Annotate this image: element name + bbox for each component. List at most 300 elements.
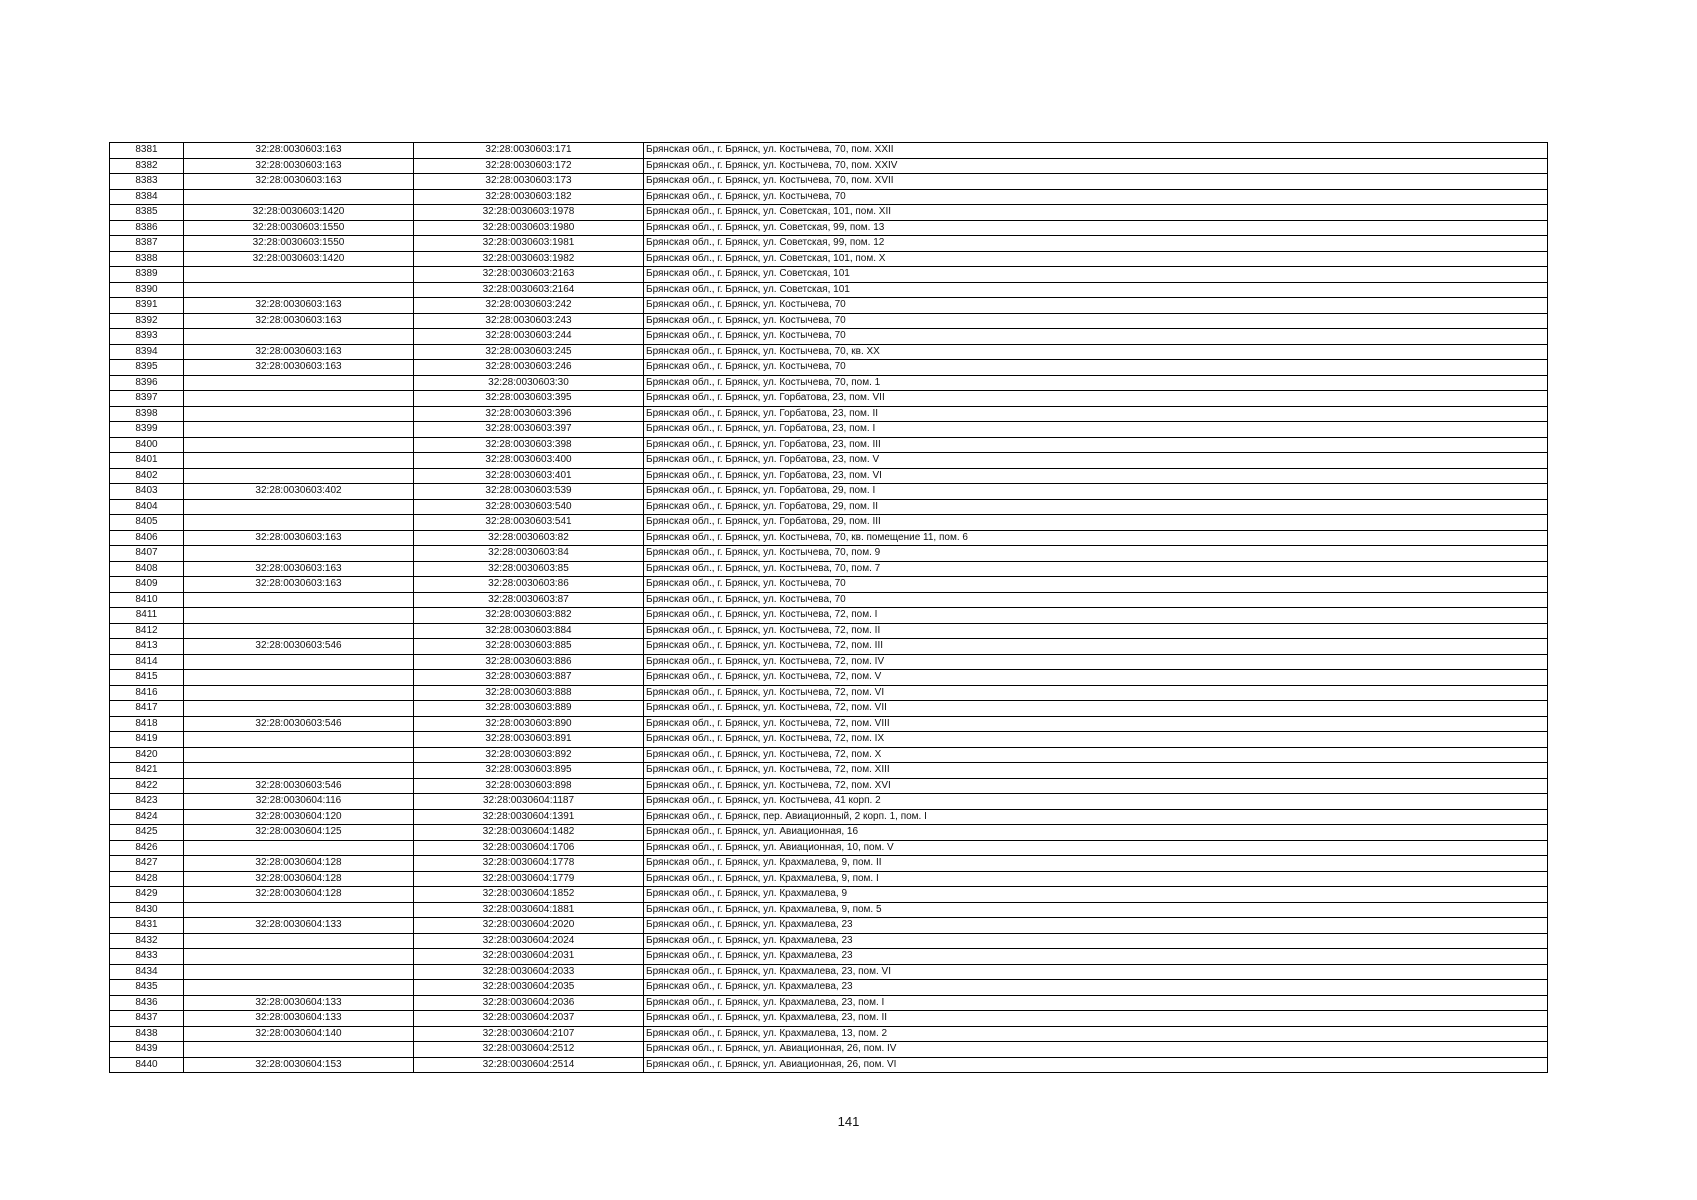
parent-cadastral-number-cell: 32:28:0030603:163 bbox=[184, 158, 414, 174]
cadastral-number-cell: 32:28:0030603:898 bbox=[414, 778, 644, 794]
row-number-cell: 8422 bbox=[110, 778, 184, 794]
parent-cadastral-number-cell bbox=[184, 949, 414, 965]
parent-cadastral-number-cell bbox=[184, 375, 414, 391]
table-row bbox=[110, 918, 1548, 934]
table-row bbox=[110, 189, 1548, 205]
table-row bbox=[110, 608, 1548, 624]
address-cell: Брянская обл., г. Брянск, ул. Крахмалева, 23, пом. I bbox=[644, 995, 1548, 1011]
parent-cadastral-number-cell bbox=[184, 189, 414, 205]
cadastral-number-cell: 32:28:0030603:82 bbox=[414, 530, 644, 546]
row-number-cell: 8382 bbox=[110, 158, 184, 174]
table-row bbox=[110, 964, 1548, 980]
row-number-cell: 8438 bbox=[110, 1026, 184, 1042]
table-row bbox=[110, 794, 1548, 810]
row-number-cell: 8436 bbox=[110, 995, 184, 1011]
cadastral-number-cell: 32:28:0030604:2514 bbox=[414, 1057, 644, 1073]
row-number-cell: 8398 bbox=[110, 406, 184, 422]
parent-cadastral-number-cell bbox=[184, 515, 414, 531]
table-row bbox=[110, 856, 1548, 872]
row-number-cell: 8414 bbox=[110, 654, 184, 670]
row-number-cell: 8432 bbox=[110, 933, 184, 949]
parent-cadastral-number-cell: 32:28:0030603:1420 bbox=[184, 205, 414, 221]
parent-cadastral-number-cell bbox=[184, 468, 414, 484]
address-cell: Брянская обл., г. Брянск, ул. Костычева, 72, пом. VIII bbox=[644, 716, 1548, 732]
address-cell: Брянская обл., г. Брянск, ул. Горбатова, 29, пом. II bbox=[644, 499, 1548, 515]
table-row bbox=[110, 375, 1548, 391]
row-number-cell: 8425 bbox=[110, 825, 184, 841]
cadastral-number-cell: 32:28:0030603:396 bbox=[414, 406, 644, 422]
row-number-cell: 8384 bbox=[110, 189, 184, 205]
row-number-cell: 8415 bbox=[110, 670, 184, 686]
cadastral-number-cell: 32:28:0030603:540 bbox=[414, 499, 644, 515]
row-number-cell: 8418 bbox=[110, 716, 184, 732]
parent-cadastral-number-cell: 32:28:0030603:163 bbox=[184, 298, 414, 314]
registry-table bbox=[109, 142, 1548, 1073]
table-row bbox=[110, 298, 1548, 314]
parent-cadastral-number-cell: 32:28:0030604:120 bbox=[184, 809, 414, 825]
row-number-cell: 8434 bbox=[110, 964, 184, 980]
address-cell: Брянская обл., г. Брянск, ул. Костычева, 70, пом. XXIV bbox=[644, 158, 1548, 174]
cadastral-number-cell: 32:28:0030604:2033 bbox=[414, 964, 644, 980]
cadastral-number-cell: 32:28:0030603:173 bbox=[414, 174, 644, 190]
parent-cadastral-number-cell bbox=[184, 437, 414, 453]
cadastral-number-cell: 32:28:0030603:895 bbox=[414, 763, 644, 779]
cadastral-number-cell: 32:28:0030604:1778 bbox=[414, 856, 644, 872]
table-row bbox=[110, 360, 1548, 376]
address-cell: Брянская обл., г. Брянск, ул. Горбатова, 23, пом. I bbox=[644, 422, 1548, 438]
address-cell: Брянская обл., г. Брянск, ул. Крахмалева, 23, пом. VI bbox=[644, 964, 1548, 980]
parent-cadastral-number-cell bbox=[184, 1042, 414, 1058]
cadastral-number-cell: 32:28:0030603:892 bbox=[414, 747, 644, 763]
parent-cadastral-number-cell: 32:28:0030604:116 bbox=[184, 794, 414, 810]
cadastral-number-cell: 32:28:0030603:395 bbox=[414, 391, 644, 407]
table-row bbox=[110, 670, 1548, 686]
parent-cadastral-number-cell bbox=[184, 701, 414, 717]
address-cell: Брянская обл., г. Брянск, ул. Крахмалева, 9, пом. I bbox=[644, 871, 1548, 887]
cadastral-number-cell: 32:28:0030603:886 bbox=[414, 654, 644, 670]
table-row bbox=[110, 1057, 1548, 1073]
table-row bbox=[110, 995, 1548, 1011]
table-row bbox=[110, 949, 1548, 965]
address-cell: Брянская обл., г. Брянск, ул. Костычева, 72, пом. XVI bbox=[644, 778, 1548, 794]
parent-cadastral-number-cell bbox=[184, 964, 414, 980]
address-cell: Брянская обл., г. Брянск, ул. Костычева, 72, пом. V bbox=[644, 670, 1548, 686]
row-number-cell: 8393 bbox=[110, 329, 184, 345]
address-cell: Брянская обл., г. Брянск, ул. Горбатова, 29, пом. III bbox=[644, 515, 1548, 531]
row-number-cell: 8428 bbox=[110, 871, 184, 887]
row-number-cell: 8420 bbox=[110, 747, 184, 763]
row-number-cell: 8417 bbox=[110, 701, 184, 717]
parent-cadastral-number-cell: 32:28:0030603:163 bbox=[184, 174, 414, 190]
address-cell: Брянская обл., г. Брянск, ул. Костычева, 72, пом. IV bbox=[644, 654, 1548, 670]
cadastral-number-cell: 32:28:0030604:2037 bbox=[414, 1011, 644, 1027]
table-row bbox=[110, 174, 1548, 190]
row-number-cell: 8411 bbox=[110, 608, 184, 624]
address-cell: Брянская обл., г. Брянск, ул. Крахмалева, 23 bbox=[644, 933, 1548, 949]
address-cell: Брянская обл., г. Брянск, ул. Крахмалева, 13, пом. 2 bbox=[644, 1026, 1548, 1042]
cadastral-number-cell: 32:28:0030604:2020 bbox=[414, 918, 644, 934]
table-row bbox=[110, 546, 1548, 562]
cadastral-number-cell: 32:28:0030604:2031 bbox=[414, 949, 644, 965]
cadastral-number-cell: 32:28:0030603:2163 bbox=[414, 267, 644, 283]
table-row bbox=[110, 933, 1548, 949]
row-number-cell: 8437 bbox=[110, 1011, 184, 1027]
table-row bbox=[110, 530, 1548, 546]
address-cell: Брянская обл., г. Брянск, ул. Костычева, 72, пом. I bbox=[644, 608, 1548, 624]
cadastral-number-cell: 32:28:0030603:890 bbox=[414, 716, 644, 732]
cadastral-number-cell: 32:28:0030603:245 bbox=[414, 344, 644, 360]
address-cell: Брянская обл., г. Брянск, ул. Костычева, 70, кв. XX bbox=[644, 344, 1548, 360]
table-row bbox=[110, 902, 1548, 918]
cadastral-number-cell: 32:28:0030604:1706 bbox=[414, 840, 644, 856]
parent-cadastral-number-cell: 32:28:0030603:163 bbox=[184, 577, 414, 593]
table-row bbox=[110, 499, 1548, 515]
table-row bbox=[110, 515, 1548, 531]
cadastral-number-cell: 32:28:0030603:86 bbox=[414, 577, 644, 593]
row-number-cell: 8396 bbox=[110, 375, 184, 391]
cadastral-number-cell: 32:28:0030603:182 bbox=[414, 189, 644, 205]
parent-cadastral-number-cell bbox=[184, 329, 414, 345]
cadastral-number-cell: 32:28:0030604:1391 bbox=[414, 809, 644, 825]
cadastral-number-cell: 32:28:0030603:539 bbox=[414, 484, 644, 500]
parent-cadastral-number-cell: 32:28:0030603:1550 bbox=[184, 236, 414, 252]
row-number-cell: 8426 bbox=[110, 840, 184, 856]
parent-cadastral-number-cell bbox=[184, 685, 414, 701]
address-cell: Брянская обл., г. Брянск, ул. Горбатова, 23, пом. VII bbox=[644, 391, 1548, 407]
address-cell: Брянская обл., г. Брянск, ул. Горбатова, 29, пом. I bbox=[644, 484, 1548, 500]
parent-cadastral-number-cell bbox=[184, 902, 414, 918]
address-cell: Брянская обл., г. Брянск, ул. Костычева, 70, пом. 1 bbox=[644, 375, 1548, 391]
row-number-cell: 8410 bbox=[110, 592, 184, 608]
cadastral-number-cell: 32:28:0030603:884 bbox=[414, 623, 644, 639]
parent-cadastral-number-cell: 32:28:0030603:546 bbox=[184, 716, 414, 732]
table-row bbox=[110, 143, 1548, 159]
row-number-cell: 8419 bbox=[110, 732, 184, 748]
cadastral-number-cell: 32:28:0030604:2107 bbox=[414, 1026, 644, 1042]
cadastral-number-cell: 32:28:0030604:1779 bbox=[414, 871, 644, 887]
cadastral-number-cell: 32:28:0030603:888 bbox=[414, 685, 644, 701]
table-row bbox=[110, 422, 1548, 438]
row-number-cell: 8421 bbox=[110, 763, 184, 779]
row-number-cell: 8423 bbox=[110, 794, 184, 810]
parent-cadastral-number-cell: 32:28:0030603:163 bbox=[184, 313, 414, 329]
table-row bbox=[110, 267, 1548, 283]
row-number-cell: 8433 bbox=[110, 949, 184, 965]
table-row bbox=[110, 685, 1548, 701]
cadastral-number-cell: 32:28:0030603:242 bbox=[414, 298, 644, 314]
cadastral-number-cell: 32:28:0030603:171 bbox=[414, 143, 644, 159]
table-row bbox=[110, 406, 1548, 422]
address-cell: Брянская обл., г. Брянск, ул. Крахмалева, 9, пом. II bbox=[644, 856, 1548, 872]
cadastral-number-cell: 32:28:0030604:2036 bbox=[414, 995, 644, 1011]
parent-cadastral-number-cell bbox=[184, 592, 414, 608]
address-cell: Брянская обл., г. Брянск, ул. Крахмалева, 9, пом. 5 bbox=[644, 902, 1548, 918]
row-number-cell: 8381 bbox=[110, 143, 184, 159]
cadastral-number-cell: 32:28:0030603:244 bbox=[414, 329, 644, 345]
row-number-cell: 8412 bbox=[110, 623, 184, 639]
table-row bbox=[110, 980, 1548, 996]
address-cell: Брянская обл., г. Брянск, ул. Костычева, 70 bbox=[644, 577, 1548, 593]
address-cell: Брянская обл., г. Брянск, ул. Костычева, 70 bbox=[644, 360, 1548, 376]
address-cell: Брянская обл., г. Брянск, пер. Авиационный, 2 корп. 1, пом. I bbox=[644, 809, 1548, 825]
row-number-cell: 8402 bbox=[110, 468, 184, 484]
parent-cadastral-number-cell: 32:28:0030604:128 bbox=[184, 887, 414, 903]
table-row bbox=[110, 1011, 1548, 1027]
cadastral-number-cell: 32:28:0030604:2035 bbox=[414, 980, 644, 996]
parent-cadastral-number-cell bbox=[184, 282, 414, 298]
cadastral-number-cell: 32:28:0030603:1978 bbox=[414, 205, 644, 221]
cadastral-number-cell: 32:28:0030603:889 bbox=[414, 701, 644, 717]
row-number-cell: 8405 bbox=[110, 515, 184, 531]
cadastral-number-cell: 32:28:0030603:246 bbox=[414, 360, 644, 376]
parent-cadastral-number-cell: 32:28:0030603:163 bbox=[184, 530, 414, 546]
address-cell: Брянская обл., г. Брянск, ул. Костычева, 70 bbox=[644, 592, 1548, 608]
cadastral-number-cell: 32:28:0030603:30 bbox=[414, 375, 644, 391]
parent-cadastral-number-cell: 32:28:0030603:163 bbox=[184, 143, 414, 159]
table-row bbox=[110, 205, 1548, 221]
parent-cadastral-number-cell: 32:28:0030603:546 bbox=[184, 639, 414, 655]
row-number-cell: 8391 bbox=[110, 298, 184, 314]
table-row bbox=[110, 747, 1548, 763]
parent-cadastral-number-cell: 32:28:0030604:133 bbox=[184, 1011, 414, 1027]
table-row bbox=[110, 701, 1548, 717]
row-number-cell: 8429 bbox=[110, 887, 184, 903]
cadastral-number-cell: 32:28:0030603:1982 bbox=[414, 251, 644, 267]
table-row bbox=[110, 220, 1548, 236]
parent-cadastral-number-cell bbox=[184, 732, 414, 748]
row-number-cell: 8406 bbox=[110, 530, 184, 546]
parent-cadastral-number-cell bbox=[184, 391, 414, 407]
address-cell: Брянская обл., г. Брянск, ул. Костычева, 41 корп. 2 bbox=[644, 794, 1548, 810]
address-cell: Брянская обл., г. Брянск, ул. Костычева, 70, кв. помещение 11, пом. 6 bbox=[644, 530, 1548, 546]
parent-cadastral-number-cell: 32:28:0030604:140 bbox=[184, 1026, 414, 1042]
row-number-cell: 8416 bbox=[110, 685, 184, 701]
address-cell: Брянская обл., г. Брянск, ул. Советская, 101, пом. X bbox=[644, 251, 1548, 267]
address-cell: Брянская обл., г. Брянск, ул. Авиационная, 26, пом. IV bbox=[644, 1042, 1548, 1058]
address-cell: Брянская обл., г. Брянск, ул. Горбатова, 23, пом. III bbox=[644, 437, 1548, 453]
table-row bbox=[110, 577, 1548, 593]
parent-cadastral-number-cell: 32:28:0030603:163 bbox=[184, 344, 414, 360]
parent-cadastral-number-cell bbox=[184, 763, 414, 779]
row-number-cell: 8404 bbox=[110, 499, 184, 515]
parent-cadastral-number-cell: 32:28:0030604:133 bbox=[184, 995, 414, 1011]
table-row bbox=[110, 763, 1548, 779]
parent-cadastral-number-cell: 32:28:0030603:1420 bbox=[184, 251, 414, 267]
table-row bbox=[110, 251, 1548, 267]
table-row bbox=[110, 282, 1548, 298]
cadastral-number-cell: 32:28:0030603:891 bbox=[414, 732, 644, 748]
cadastral-number-cell: 32:28:0030604:1881 bbox=[414, 902, 644, 918]
address-cell: Брянская обл., г. Брянск, ул. Советская, 99, пом. 13 bbox=[644, 220, 1548, 236]
cadastral-number-cell: 32:28:0030603:1981 bbox=[414, 236, 644, 252]
table-row bbox=[110, 1042, 1548, 1058]
row-number-cell: 8413 bbox=[110, 639, 184, 655]
address-cell: Брянская обл., г. Брянск, ул. Авиационная, 10, пом. V bbox=[644, 840, 1548, 856]
address-cell: Брянская обл., г. Брянск, ул. Крахмалева, 23 bbox=[644, 918, 1548, 934]
address-cell: Брянская обл., г. Брянск, ул. Костычева, 70, пом. 9 bbox=[644, 546, 1548, 562]
address-cell: Брянская обл., г. Брянск, ул. Авиационная, 16 bbox=[644, 825, 1548, 841]
address-cell: Брянская обл., г. Брянск, ул. Крахмалева, 9 bbox=[644, 887, 1548, 903]
address-cell: Брянская обл., г. Брянск, ул. Горбатова, 23, пом. II bbox=[644, 406, 1548, 422]
table-row bbox=[110, 158, 1548, 174]
row-number-cell: 8395 bbox=[110, 360, 184, 376]
cadastral-number-cell: 32:28:0030604:2512 bbox=[414, 1042, 644, 1058]
table-row bbox=[110, 329, 1548, 345]
row-number-cell: 8440 bbox=[110, 1057, 184, 1073]
table-row bbox=[110, 437, 1548, 453]
row-number-cell: 8397 bbox=[110, 391, 184, 407]
cadastral-number-cell: 32:28:0030603:243 bbox=[414, 313, 644, 329]
row-number-cell: 8424 bbox=[110, 809, 184, 825]
row-number-cell: 8435 bbox=[110, 980, 184, 996]
parent-cadastral-number-cell: 32:28:0030604:128 bbox=[184, 856, 414, 872]
address-cell: Брянская обл., г. Брянск, ул. Горбатова, 23, пом. VI bbox=[644, 468, 1548, 484]
cadastral-number-cell: 32:28:0030603:87 bbox=[414, 592, 644, 608]
address-cell: Брянская обл., г. Брянск, ул. Крахмалева, 23 bbox=[644, 980, 1548, 996]
parent-cadastral-number-cell bbox=[184, 267, 414, 283]
row-number-cell: 8388 bbox=[110, 251, 184, 267]
cadastral-number-cell: 32:28:0030604:1187 bbox=[414, 794, 644, 810]
table-row bbox=[110, 1026, 1548, 1042]
cadastral-number-cell: 32:28:0030603:400 bbox=[414, 453, 644, 469]
address-cell: Брянская обл., г. Брянск, ул. Авиационная, 26, пом. VI bbox=[644, 1057, 1548, 1073]
parent-cadastral-number-cell bbox=[184, 546, 414, 562]
address-cell: Брянская обл., г. Брянск, ул. Костычева, 70, пом. 7 bbox=[644, 561, 1548, 577]
row-number-cell: 8427 bbox=[110, 856, 184, 872]
table-row bbox=[110, 654, 1548, 670]
cadastral-number-cell: 32:28:0030603:541 bbox=[414, 515, 644, 531]
row-number-cell: 8400 bbox=[110, 437, 184, 453]
table-row bbox=[110, 344, 1548, 360]
registry-table-body bbox=[110, 143, 1548, 1073]
table-row bbox=[110, 592, 1548, 608]
table-row bbox=[110, 887, 1548, 903]
page-number: 141 bbox=[837, 1114, 860, 1129]
parent-cadastral-number-cell bbox=[184, 933, 414, 949]
table-row bbox=[110, 623, 1548, 639]
address-cell: Брянская обл., г. Брянск, ул. Советская, 99, пом. 12 bbox=[644, 236, 1548, 252]
address-cell: Брянская обл., г. Брянск, ул. Костычева, 70, пом. XXII bbox=[644, 143, 1548, 159]
parent-cadastral-number-cell bbox=[184, 840, 414, 856]
cadastral-number-cell: 32:28:0030603:401 bbox=[414, 468, 644, 484]
table-row bbox=[110, 236, 1548, 252]
address-cell: Брянская обл., г. Брянск, ул. Костычева, 72, пом. VII bbox=[644, 701, 1548, 717]
cadastral-number-cell: 32:28:0030603:1980 bbox=[414, 220, 644, 236]
address-cell: Брянская обл., г. Брянск, ул. Костычева, 70 bbox=[644, 298, 1548, 314]
table-row bbox=[110, 468, 1548, 484]
row-number-cell: 8408 bbox=[110, 561, 184, 577]
address-cell: Брянская обл., г. Брянск, ул. Советская, 101, пом. XII bbox=[644, 205, 1548, 221]
table-row bbox=[110, 732, 1548, 748]
row-number-cell: 8385 bbox=[110, 205, 184, 221]
row-number-cell: 8403 bbox=[110, 484, 184, 500]
cadastral-number-cell: 32:28:0030603:398 bbox=[414, 437, 644, 453]
row-number-cell: 8390 bbox=[110, 282, 184, 298]
address-cell: Брянская обл., г. Брянск, ул. Костычева, 70 bbox=[644, 189, 1548, 205]
parent-cadastral-number-cell bbox=[184, 623, 414, 639]
cadastral-number-cell: 32:28:0030603:882 bbox=[414, 608, 644, 624]
row-number-cell: 8389 bbox=[110, 267, 184, 283]
table-row bbox=[110, 809, 1548, 825]
parent-cadastral-number-cell bbox=[184, 422, 414, 438]
cadastral-number-cell: 32:28:0030604:2024 bbox=[414, 933, 644, 949]
parent-cadastral-number-cell bbox=[184, 670, 414, 686]
address-cell: Брянская обл., г. Брянск, ул. Костычева, 72, пом. X bbox=[644, 747, 1548, 763]
parent-cadastral-number-cell bbox=[184, 654, 414, 670]
row-number-cell: 8430 bbox=[110, 902, 184, 918]
row-number-cell: 8392 bbox=[110, 313, 184, 329]
address-cell: Брянская обл., г. Брянск, ул. Костычева, 72, пом. IX bbox=[644, 732, 1548, 748]
row-number-cell: 8383 bbox=[110, 174, 184, 190]
address-cell: Брянская обл., г. Брянск, ул. Костычева, 72, пом. III bbox=[644, 639, 1548, 655]
address-cell: Брянская обл., г. Брянск, ул. Костычева, 72, пом. VI bbox=[644, 685, 1548, 701]
cadastral-number-cell: 32:28:0030603:397 bbox=[414, 422, 644, 438]
cadastral-number-cell: 32:28:0030603:172 bbox=[414, 158, 644, 174]
address-cell: Брянская обл., г. Брянск, ул. Костычева, 70 bbox=[644, 329, 1548, 345]
table-row bbox=[110, 840, 1548, 856]
row-number-cell: 8407 bbox=[110, 546, 184, 562]
address-cell: Брянская обл., г. Брянск, ул. Советская, 101 bbox=[644, 267, 1548, 283]
parent-cadastral-number-cell bbox=[184, 980, 414, 996]
row-number-cell: 8401 bbox=[110, 453, 184, 469]
parent-cadastral-number-cell bbox=[184, 406, 414, 422]
address-cell: Брянская обл., г. Брянск, ул. Горбатова, 23, пом. V bbox=[644, 453, 1548, 469]
parent-cadastral-number-cell bbox=[184, 453, 414, 469]
parent-cadastral-number-cell: 32:28:0030604:133 bbox=[184, 918, 414, 934]
address-cell: Брянская обл., г. Брянск, ул. Советская, 101 bbox=[644, 282, 1548, 298]
parent-cadastral-number-cell: 32:28:0030603:402 bbox=[184, 484, 414, 500]
cadastral-number-cell: 32:28:0030603:885 bbox=[414, 639, 644, 655]
row-number-cell: 8399 bbox=[110, 422, 184, 438]
address-cell: Брянская обл., г. Брянск, ул. Костычева, 70, пом. XVII bbox=[644, 174, 1548, 190]
parent-cadastral-number-cell: 32:28:0030603:163 bbox=[184, 360, 414, 376]
cadastral-number-cell: 32:28:0030603:2164 bbox=[414, 282, 644, 298]
address-cell: Брянская обл., г. Брянск, ул. Крахмалева, 23, пом. II bbox=[644, 1011, 1548, 1027]
parent-cadastral-number-cell: 32:28:0030603:546 bbox=[184, 778, 414, 794]
table-row bbox=[110, 871, 1548, 887]
parent-cadastral-number-cell: 32:28:0030604:125 bbox=[184, 825, 414, 841]
row-number-cell: 8431 bbox=[110, 918, 184, 934]
cadastral-number-cell: 32:28:0030603:887 bbox=[414, 670, 644, 686]
parent-cadastral-number-cell: 32:28:0030603:163 bbox=[184, 561, 414, 577]
address-cell: Брянская обл., г. Брянск, ул. Костычева, 72, пом. II bbox=[644, 623, 1548, 639]
cadastral-number-cell: 32:28:0030603:84 bbox=[414, 546, 644, 562]
table-row bbox=[110, 825, 1548, 841]
row-number-cell: 8386 bbox=[110, 220, 184, 236]
cadastral-number-cell: 32:28:0030604:1482 bbox=[414, 825, 644, 841]
parent-cadastral-number-cell: 32:28:0030604:153 bbox=[184, 1057, 414, 1073]
table-row bbox=[110, 453, 1548, 469]
cadastral-number-cell: 32:28:0030603:85 bbox=[414, 561, 644, 577]
table-row bbox=[110, 484, 1548, 500]
parent-cadastral-number-cell: 32:28:0030604:128 bbox=[184, 871, 414, 887]
row-number-cell: 8439 bbox=[110, 1042, 184, 1058]
parent-cadastral-number-cell bbox=[184, 747, 414, 763]
table-row bbox=[110, 639, 1548, 655]
parent-cadastral-number-cell bbox=[184, 608, 414, 624]
address-cell: Брянская обл., г. Брянск, ул. Костычева, 72, пом. XIII bbox=[644, 763, 1548, 779]
row-number-cell: 8409 bbox=[110, 577, 184, 593]
row-number-cell: 8394 bbox=[110, 344, 184, 360]
cadastral-number-cell: 32:28:0030604:1852 bbox=[414, 887, 644, 903]
address-cell: Брянская обл., г. Брянск, ул. Крахмалева, 23 bbox=[644, 949, 1548, 965]
address-cell: Брянская обл., г. Брянск, ул. Костычева, 70 bbox=[644, 313, 1548, 329]
table-row bbox=[110, 716, 1548, 732]
table-row bbox=[110, 778, 1548, 794]
row-number-cell: 8387 bbox=[110, 236, 184, 252]
parent-cadastral-number-cell: 32:28:0030603:1550 bbox=[184, 220, 414, 236]
table-row bbox=[110, 391, 1548, 407]
